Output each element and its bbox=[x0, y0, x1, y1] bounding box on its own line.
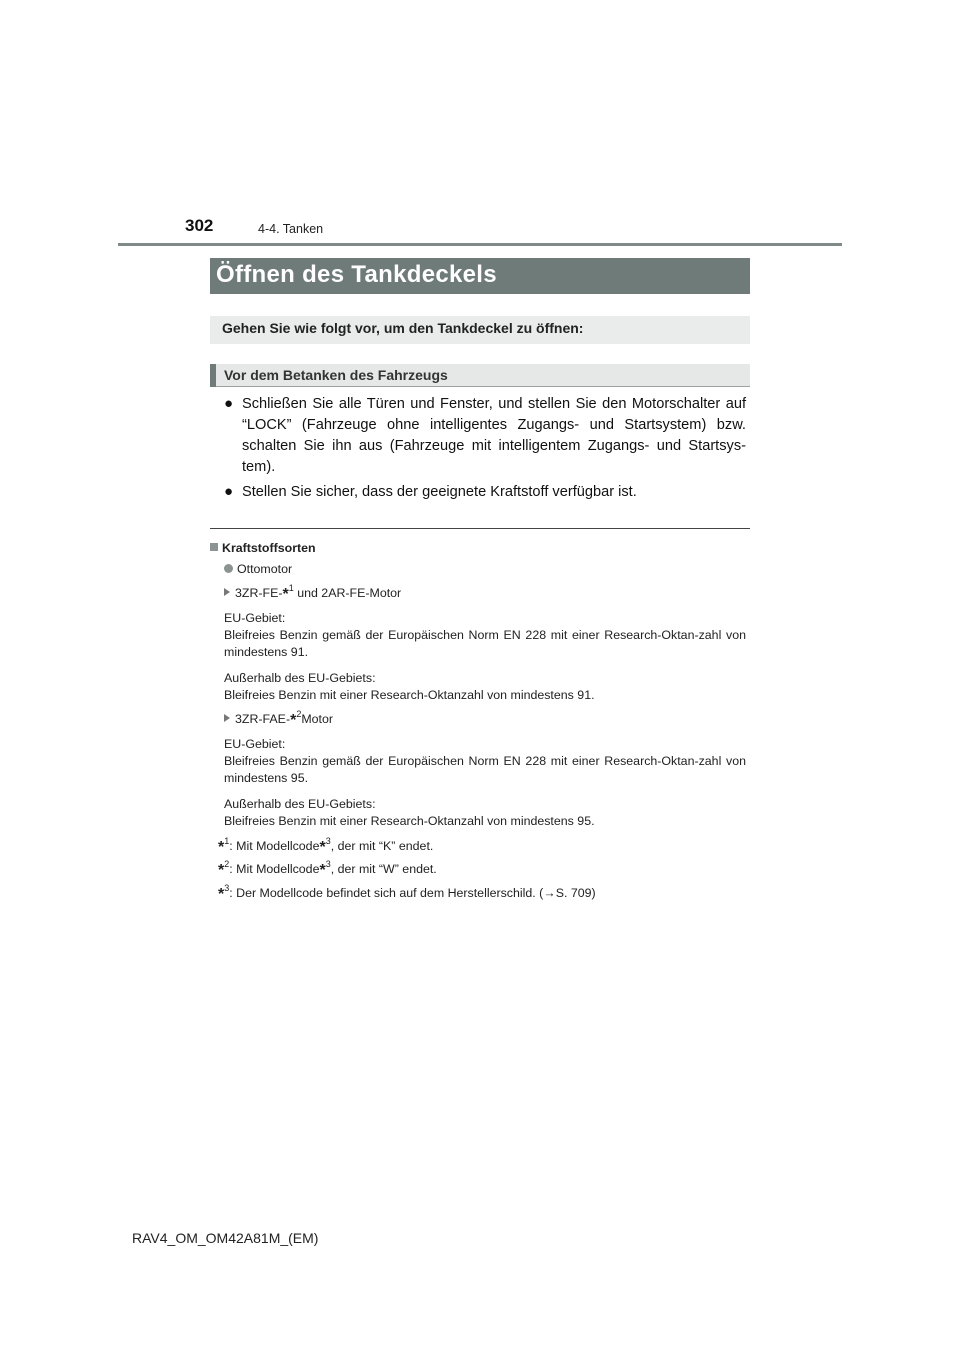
notes-heading: Kraftstoffsorten bbox=[210, 540, 316, 557]
section-reference: 4-4. Tanken bbox=[258, 222, 324, 236]
triangle-arrow-icon bbox=[224, 588, 230, 596]
circle-bullet-icon bbox=[224, 564, 233, 573]
page-title: Öffnen des Tankdeckels bbox=[216, 261, 497, 288]
bullet-item-1: Schließen Sie alle Türen und Fenster, und stellen Sie den Motorschalter auf “LOCK” (Fahrzeuge ohne intelligentes Zugangs- und Startsystem) bzw. schalten Sie ihn aus (Fahrzeuge mit intelligentem Zugangs- und Startsys-tem). bbox=[242, 396, 746, 475]
bullet-item-2: Stellen Sie sicher, dass der geeignete Kraftstoff verfügbar ist. bbox=[242, 484, 637, 500]
arrow-right-icon: → bbox=[543, 886, 556, 900]
square-bullet-icon bbox=[210, 543, 218, 551]
non-eu-label-1: Außerhalb des EU-Gebiets: bbox=[224, 671, 376, 685]
eu-label-1: EU-Gebiet: bbox=[224, 611, 286, 625]
footnote-3: *$^3$: Der Modellcode befindet sich auf dem Herstellerschild. (→S. 709) bbox=[218, 883, 596, 903]
page-title-bar bbox=[210, 258, 750, 294]
bullet-dot-icon: ● bbox=[224, 395, 234, 412]
non-eu-label-2: Außerhalb des EU-Gebiets: bbox=[224, 797, 376, 811]
intro-box bbox=[210, 316, 750, 344]
section-divider bbox=[210, 528, 750, 529]
footnote-2: *$^2$: Mit Modellcode*$^3$, der mit “W” endet. bbox=[218, 859, 437, 879]
eu-text-2: Bleifreies Benzin gemäß der Europäischen Norm EN 228 mit einer Research-Oktan-zahl von mindestens 95. bbox=[224, 754, 746, 785]
engine-type: Ottomotor bbox=[224, 561, 292, 578]
subheading-accent-bar bbox=[210, 364, 216, 387]
engine-2-heading: 3ZR-FAE-*$^2$Motor bbox=[224, 711, 333, 728]
bullet-dot-icon: ● bbox=[224, 483, 234, 500]
intro-text: Gehen Sie wie folgt vor, um den Tankdeckel zu öffnen: bbox=[222, 320, 584, 336]
footnote-1: *$^1$: Mit Modellcode*$^3$, der mit “K” endet. bbox=[218, 836, 434, 856]
engine-1-heading: 3ZR-FE-*$^1$ und 2AR-FE-Motor bbox=[224, 585, 401, 602]
subheading-box bbox=[210, 364, 750, 387]
non-eu-text-1: Bleifreies Benzin mit einer Research-Oktanzahl von mindestens 91. bbox=[224, 688, 595, 702]
eu-label-2: EU-Gebiet: bbox=[224, 737, 286, 751]
footer-code: RAV4_OM_OM42A81M_(EM) bbox=[132, 1230, 319, 1246]
subheading-text: Vor dem Betanken des Fahrzeugs bbox=[224, 367, 448, 383]
header-rule bbox=[118, 243, 842, 246]
eu-text-1: Bleifreies Benzin gemäß der Europäischen Norm EN 228 mit einer Research-Oktan-zahl von mindestens 91. bbox=[224, 628, 746, 659]
non-eu-text-2: Bleifreies Benzin mit einer Research-Oktanzahl von mindestens 95. bbox=[224, 814, 595, 828]
triangle-arrow-icon bbox=[224, 714, 230, 722]
page-number: 302 bbox=[185, 216, 214, 235]
